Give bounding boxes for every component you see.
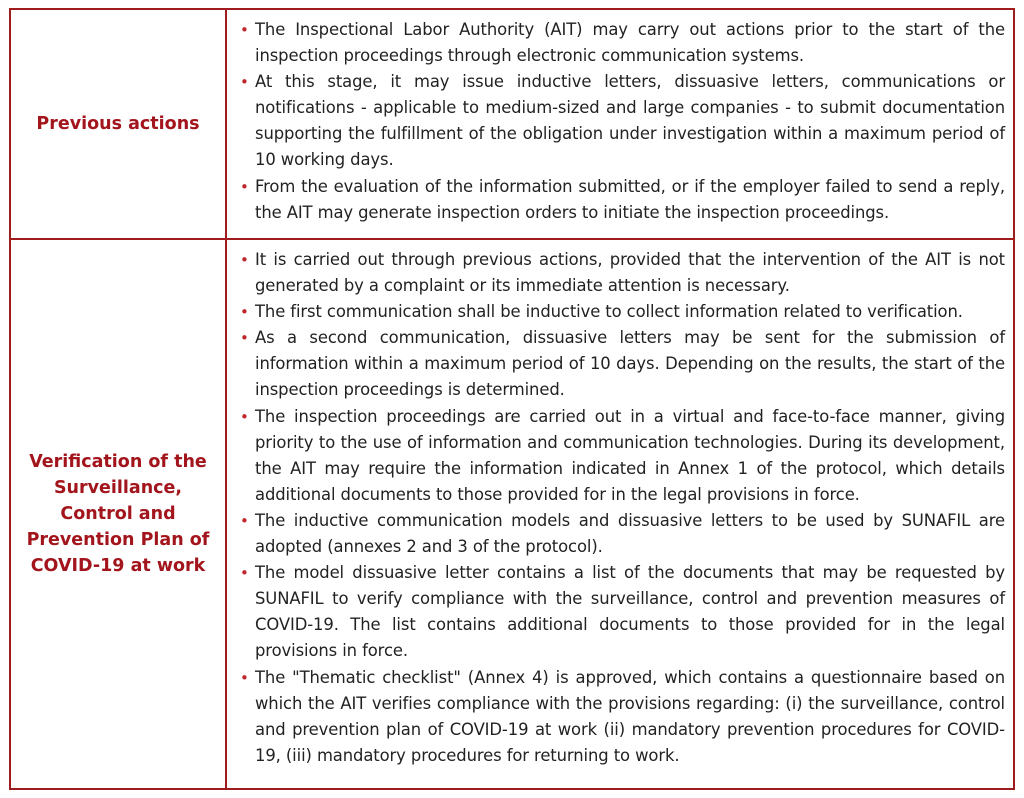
table-row-previous-actions — [11, 10, 1013, 240]
info-table — [9, 8, 1015, 790]
list-item — [239, 299, 1005, 325]
list-item-text: The "Thematic checklist" (Annex 4) is approved, which contains a questionnaire based on which the AIT verifies compliance with the provisions regarding: (i) the surveillance, control and prevention plan of COVID-19 at work (ii) mandatory prevention procedures for COVID-19, (iii) mandatory procedures for returning to work. — [255, 667, 1005, 765]
list-item — [239, 17, 1005, 69]
row-content — [229, 10, 1013, 238]
list-item — [239, 174, 1005, 226]
bullet-icon: • — [240, 511, 249, 530]
bullet-icon: • — [240, 251, 249, 269]
bullet-icon: • — [240, 21, 249, 39]
list-item-text: The inspection proceedings are carried out in a virtual and face-to-face manner, giving priority to the use of information and communication technologies. During its development, the AIT may require the information indicated in Annex 1 of the protocol, which details additional documents to those provided for in the legal provisions in force. — [255, 406, 1005, 504]
bullet-icon: • — [240, 329, 249, 348]
list-item — [239, 665, 1005, 769]
list-item-text: The first communication shall be inductive to collect information related to verification. — [255, 302, 963, 322]
bullet-icon: • — [240, 564, 249, 583]
bullet-icon: • — [240, 303, 249, 322]
list-item-text: The inductive communication models and dissuasive letters to be used by SUNAFIL are adopted (annexes 2 and 3 of the protocol). — [255, 510, 1005, 557]
list-item — [239, 247, 1005, 299]
list-item — [239, 69, 1005, 173]
bullet-icon: • — [240, 668, 249, 687]
row-content — [229, 240, 1013, 788]
list-item — [239, 560, 1005, 664]
list-item — [239, 325, 1005, 403]
list-item — [239, 508, 1005, 560]
list-item — [239, 404, 1005, 508]
table-row-verification — [11, 240, 1013, 788]
row-heading: Previous actions — [11, 10, 227, 238]
list-item-text: The model dissuasive letter contains a list of the documents that may be requested by SUNAFIL to verify compliance with the surveillance, control and prevention measures of COVID-19. The list contains additional documents to those provided for in the legal provisions in force. — [255, 563, 1005, 661]
bullet-icon: • — [240, 177, 249, 196]
list-item-text: From the evaluation of the information submitted, or if the employer failed to send a reply, the AIT may generate inspection orders to initiate the inspection proceedings. — [255, 176, 1005, 222]
bullet-list — [239, 17, 1005, 226]
row-heading: Verification of the Surveillance, Control and Prevention Plan of COVID-19 at work — [11, 240, 227, 788]
list-item-text: The Inspectional Labor Authority (AIT) may carry out actions prior to the start of the inspection proceedings through electronic communication systems. — [255, 20, 1005, 66]
bullet-icon: • — [240, 73, 249, 92]
list-item-text: At this stage, it may issue inductive letters, dissuasive letters, communications or notifications - applicable to medium-sized and large companies - to submit documentation supporting the fulfillment of the obligation under investigation within a maximum period of 10 working days. — [255, 72, 1005, 170]
bullet-list — [239, 247, 1005, 769]
list-item-text: It is carried out through previous actions, provided that the intervention of the AIT is not generated by a complaint or its immediate attention is necessary. — [255, 250, 1005, 296]
list-item-text: As a second communication, dissuasive letters may be sent for the submission of information within a maximum period of 10 days. Depending on the results, the start of the inspection proceedings is determined. — [255, 328, 1005, 400]
bullet-icon: • — [240, 407, 249, 426]
